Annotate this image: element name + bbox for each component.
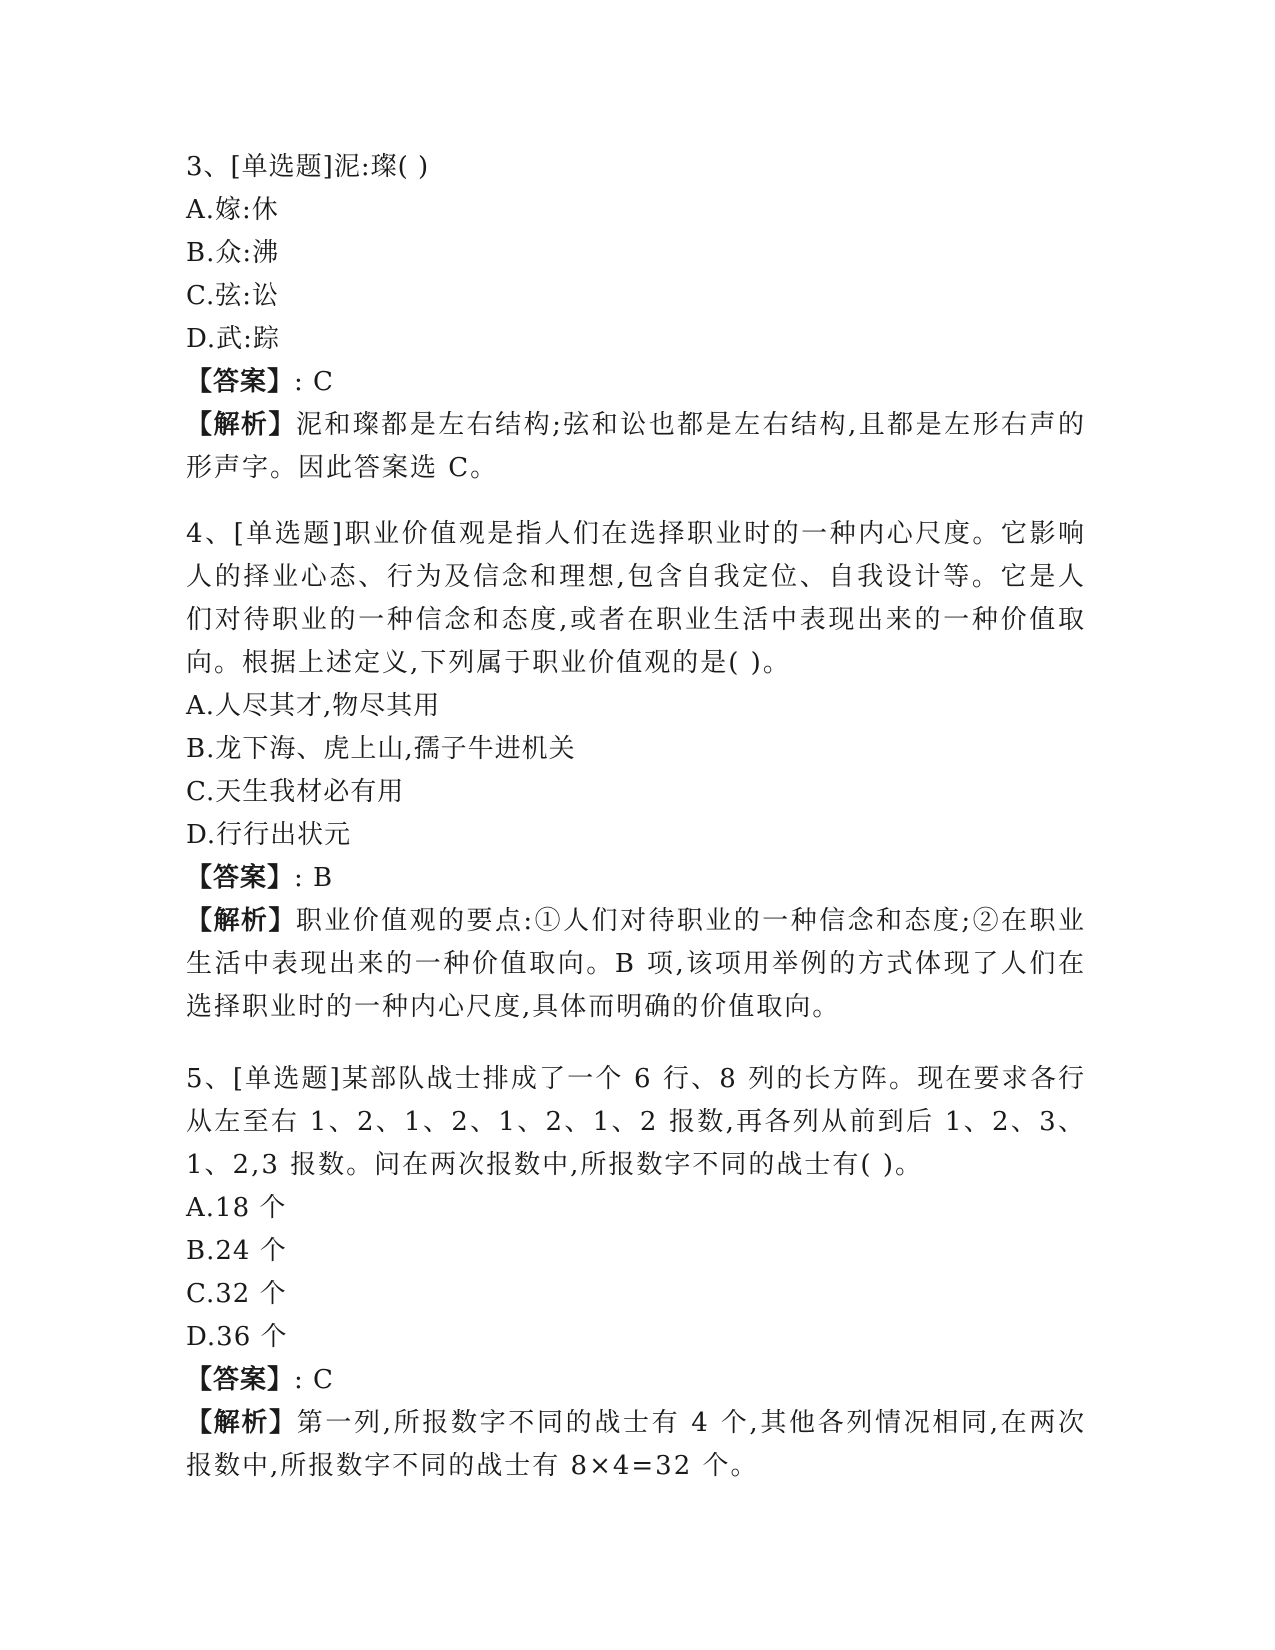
option-b: B.龙下海、虎上山,孺子牛进机关 <box>186 734 576 764</box>
question-stem: 4、[单选题]职业价值观是指人们在选择职业时的一种内心尺度。它影响人的择业心态、行为及信念和理想,包含自我定位、自我设计等。它是人们对待职业的一种信念和态度,或者在职业生活中表现出来的一种价值取向。根据上述定义,下列属于职业价值观的是( )。 <box>186 519 1086 678</box>
question-5 <box>186 1058 1086 1488</box>
answer-tag: 【答案】 <box>186 367 295 397</box>
answer-line <box>186 857 1086 900</box>
option-c: C.32 个 <box>186 1279 287 1309</box>
question-3 <box>186 146 1086 490</box>
question-4 <box>186 513 1086 1029</box>
analysis-tag: 【解析】 <box>186 906 296 936</box>
option-c: C.弦:讼 <box>186 281 279 311</box>
option-d: D.行行出状元 <box>186 820 352 850</box>
analysis <box>186 1402 1086 1488</box>
analysis-tag: 【解析】 <box>186 1408 297 1438</box>
analysis-tag: 【解析】 <box>186 410 296 440</box>
question-stem: 5、[单选题]某部队战士排成了一个 6 行、8 列的长方阵。现在要求各行从左至右 1、2、1、2、1、2、1、2 报数,再各列从前到后 1、2、3、1、2,3 报数。问在两次报数中,所报数字不同的战士有( )。 <box>186 1064 1086 1180</box>
answer-tag: 【答案】 <box>186 863 295 893</box>
analysis <box>186 900 1086 1029</box>
answer-line <box>186 361 1086 404</box>
answer-value: : C <box>294 1365 334 1395</box>
answer-value: : B <box>294 863 334 893</box>
option-a: A.18 个 <box>186 1193 287 1223</box>
option-b: B.众:沸 <box>186 238 280 268</box>
answer-value: : C <box>294 367 334 397</box>
option-c: C.天生我材必有用 <box>186 777 405 807</box>
option-d: D.36 个 <box>186 1322 288 1352</box>
question-stem: 3、[单选题]泥:璨( ) <box>186 152 430 182</box>
analysis-text: 职业价值观的要点:①人们对待职业的一种信念和态度;②在职业生活中表现出来的一种价值取向。B 项,该项用举例的方式体现了人们在选择职业时的一种内心尺度,具体而明确的价值取向。 <box>186 906 1086 1022</box>
analysis <box>186 404 1086 490</box>
option-a: A.嫁:休 <box>186 195 279 225</box>
option-a: A.人尽其才,物尽其用 <box>186 691 441 721</box>
analysis-text: 泥和璨都是左右结构;弦和讼也都是左右结构,且都是左形右声的形声字。因此答案选 C。 <box>186 410 1086 483</box>
option-b: B.24 个 <box>186 1236 287 1266</box>
answer-tag: 【答案】 <box>186 1365 295 1395</box>
analysis-text: 第一列,所报数字不同的战士有 4 个,其他各列情况相同,在两次报数中,所报数字不同的战士有 8×4=32 个。 <box>186 1408 1086 1481</box>
option-d: D.武:踪 <box>186 324 280 354</box>
answer-line <box>186 1359 1086 1402</box>
